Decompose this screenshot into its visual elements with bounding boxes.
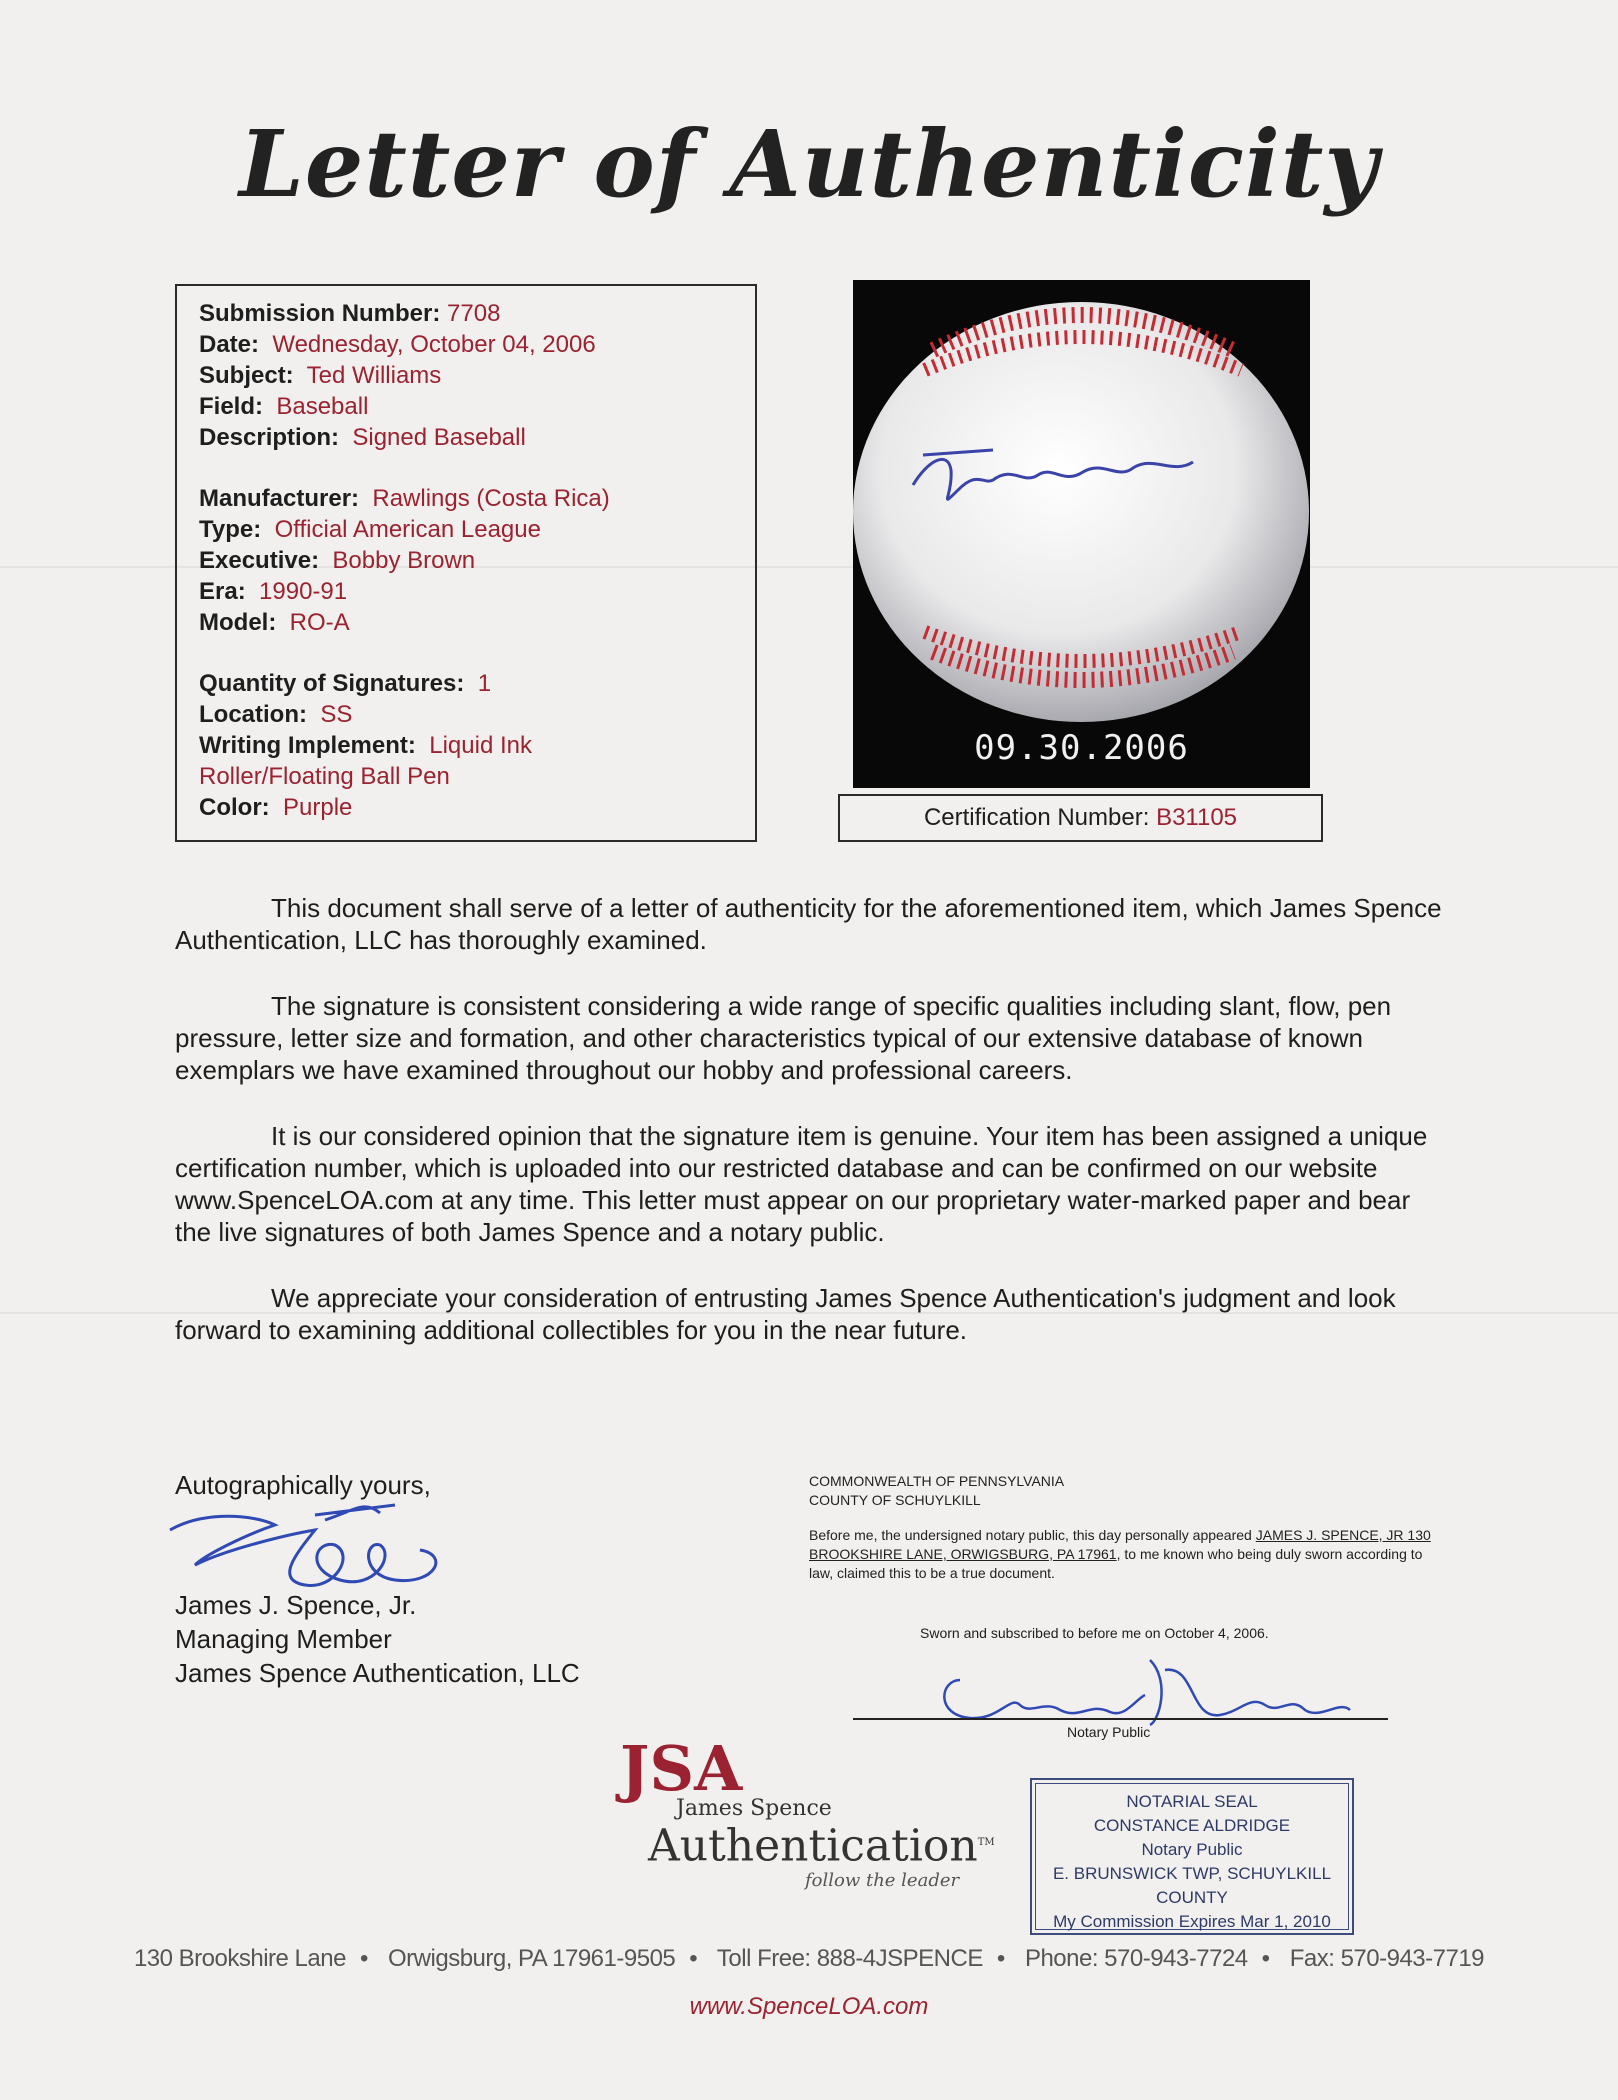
signature-spence <box>165 1495 455 1600</box>
body-paragraph: This document shall serve of a letter of authenticity for the aforementioned item, which James Spence Authentication, LLC has thoroughly examined. <box>175 893 1442 955</box>
signer-block <box>175 1588 580 1690</box>
detail-label: Location: <box>199 701 307 728</box>
notary-state: COMMONWEALTH OF PENNSYLVANIA <box>809 1473 1065 1489</box>
detail-label: Submission Number: <box>199 300 441 327</box>
detail-row <box>199 360 755 391</box>
detail-label: Writing Implement: <box>199 732 416 759</box>
detail-row <box>199 298 755 329</box>
detail-row <box>199 730 755 761</box>
detail-row <box>199 329 755 360</box>
footer-city: Orwigsburg, PA 17961-9505 <box>388 1945 676 1972</box>
notarial-seal <box>1030 1778 1354 1935</box>
detail-row <box>199 545 755 576</box>
jsa-authentication-line <box>648 1820 995 1872</box>
submission-number: 7708 <box>447 300 501 327</box>
baseball-photo <box>853 280 1310 788</box>
jsa-name-line: James Spence <box>676 1796 832 1821</box>
date-value: Wednesday, October 04, 2006 <box>272 331 596 358</box>
seal-line: Notary Public <box>1141 1840 1243 1859</box>
location-value: SS <box>320 701 353 728</box>
detail-row <box>199 699 755 730</box>
detail-row <box>199 514 755 545</box>
footer-website-link[interactable]: www.SpenceLOA.com <box>689 1993 929 2020</box>
detail-label: Manufacturer: <box>199 485 360 512</box>
implement-value-cont: Roller/Floating Ball Pen <box>199 763 450 790</box>
quantity-value: 1 <box>477 670 492 697</box>
subject-value: Ted Williams <box>306 362 442 389</box>
signature-notary <box>920 1640 1370 1735</box>
field-value: Baseball <box>276 393 369 420</box>
letter-body <box>175 892 1445 1380</box>
footer-address: 130 Brookshire Lane <box>133 1945 346 1972</box>
executive-value: Bobby Brown <box>332 547 476 574</box>
detail-label: Subject: <box>199 362 294 389</box>
description-value: Signed Baseball <box>352 424 526 451</box>
notary-sworn: Sworn and subscribed to before me on October 4, 2006. <box>920 1625 1269 1641</box>
detail-label: Executive: <box>199 547 320 574</box>
photo-date-stamp: 09.30.2006 <box>974 728 1189 768</box>
footer-fax: Fax: 570-943-7719 <box>1289 1945 1485 1972</box>
detail-label: Model: <box>199 609 277 636</box>
seal-line: My Commission Expires Mar 1, 2010 <box>1053 1912 1331 1931</box>
detail-row <box>199 668 755 699</box>
notary-text-after: , to me known who being duly sworn according to law, claimed this to be a true document. <box>809 1546 1423 1581</box>
era-value: 1990-91 <box>259 578 348 605</box>
detail-label: Era: <box>199 578 246 605</box>
detail-label: Type: <box>199 516 262 543</box>
jsa-authentication: Authentication <box>648 1820 978 1872</box>
signer-company: James Spence Authentication, LLC <box>175 1658 580 1688</box>
manufacturer-value: Rawlings (Costa Rica) <box>372 485 610 512</box>
detail-label: Quantity of Signatures: <box>199 670 465 697</box>
detail-label: Date: <box>199 331 260 358</box>
certification-label: Certification Number: <box>923 804 1150 831</box>
notary-appeared: JAMES J. SPENCE, JR 130 BROOKSHIRE LANE, ORWIGSBURG, PA 17961 <box>809 1527 1431 1562</box>
closing-line: Autographically yours, <box>175 1470 431 1500</box>
detail-row <box>199 576 755 607</box>
notary-public-label: Notary Public <box>1067 1724 1151 1740</box>
detail-row <box>199 607 755 638</box>
footer-phone: Phone: 570-943-7724 <box>1024 1945 1248 1972</box>
detail-label: Description: <box>199 424 340 451</box>
detail-label: Color: <box>199 794 270 821</box>
details-box <box>175 284 757 842</box>
notary-statement <box>809 1526 1449 1583</box>
certification-box <box>838 794 1323 842</box>
detail-row <box>199 483 755 514</box>
footer-tollfree: Toll Free: 888-4JSPENCE <box>716 1945 983 1972</box>
detail-label: Field: <box>199 393 263 420</box>
notary-signature-line <box>853 1718 1388 1720</box>
footer-contact: 130 Brookshire Lane • Orwigsburg, PA 17961-9505 • Toll Free: 888-4JSPENCE • Phone: 570-943-7724 • Fax: 570-943-7719 <box>133 1945 1485 1972</box>
detail-row <box>199 422 755 453</box>
detail-row <box>199 792 755 823</box>
signer-name: James J. Spence, Jr. <box>175 1590 417 1620</box>
notary-block <box>809 1472 1449 1583</box>
jsa-tagline: follow the leader <box>805 1869 960 1891</box>
seal-line: E. BRUNSWICK TWP, SCHUYLKILL COUNTY <box>1052 1864 1332 1907</box>
body-paragraph: We appreciate your consideration of entrusting James Spence Authentication's judgment and look forward to examining additional collectibles for you in the near future. <box>175 1283 1396 1345</box>
body-paragraph: The signature is consistent considering a wide range of specific qualities including slant, flow, pen pressure, letter size and formation, and other characteristics typical of our extensive database of known exemplars we have examined throughout our hobby and professional careers. <box>175 991 1392 1085</box>
implement-value: Liquid Ink <box>429 732 532 759</box>
detail-row <box>199 391 755 422</box>
page-title: Letter of Authenticity <box>239 110 1379 218</box>
signer-title: Managing Member <box>175 1624 392 1654</box>
seal-line: CONSTANCE ALDRIDGE <box>1093 1816 1291 1835</box>
baseball-image <box>853 280 1310 788</box>
detail-row <box>199 761 755 792</box>
jsa-mark: JSA <box>620 1732 743 1805</box>
notary-text-before: Before me, the undersigned notary public, this day personally appeared <box>809 1527 1252 1543</box>
color-value: Purple <box>283 794 353 821</box>
notary-county: COUNTY OF SCHUYLKILL <box>809 1492 981 1508</box>
body-paragraph: It is our considered opinion that the signature item is genuine. Your item has been assigned a unique certification number, which is uploaded into our restricted database and can be confirmed on our website www.SpenceLOA.com at any time. This letter must appear on our proprietary water-marked paper and bear the live signatures of both James Spence and a notary public. <box>175 1121 1428 1247</box>
trademark-mark: TM <box>977 1837 995 1848</box>
seal-line: NOTARIAL SEAL <box>1126 1792 1258 1811</box>
certification-number: B31105 <box>1156 804 1238 831</box>
model-value: RO-A <box>289 609 350 636</box>
jsa-logo <box>620 1732 995 1891</box>
type-value: Official American League <box>274 516 541 543</box>
